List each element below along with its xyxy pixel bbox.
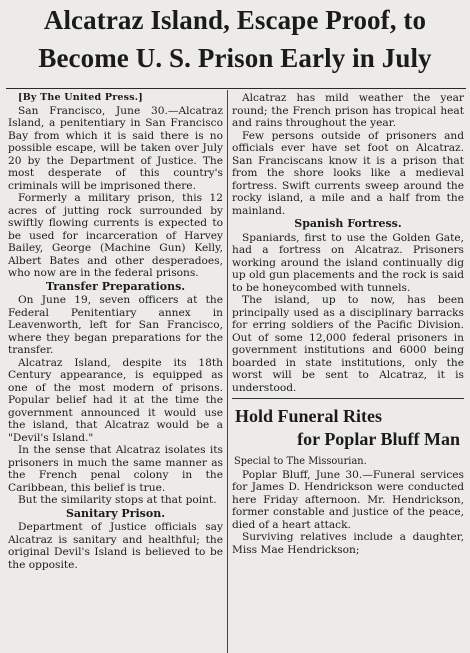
article-paragraph: On June 19, seven officers at the Federal Penitentiary annex in Leavenworth, left for San Francisco, where they began preparations for the transfer. — [8, 294, 223, 356]
subhead-transfer-preparations: Transfer Preparations. — [45, 279, 186, 293]
article-paragraph: Surviving relatives include a daughter, Miss Mae Hendrickson; — [232, 531, 464, 556]
article-paragraph: Few persons outside of prisoners and officials ever have set foot on Alcatraz. San Franciscans know it is a prison that from the shore looks like a medieval fortress. Swift currents sweep around the rocky island, a mile and a half from the mainland. — [232, 129, 464, 217]
article-paragraph: San Francisco, June 30.—Alcatraz Island, a penitentiary in San Francisco Bay from which it is said there is no possible escape, will be taken over July 20 by the Department of Justice. The most desperate of this country's criminals will be imprisoned there. — [8, 104, 223, 192]
article-paragraph: Spaniards, first to use the Golden Gate, had a fortress on Alcatraz. Prisoners working around the island continually dig up old gun placements and the rock is said to be honeycombed with tunnels. — [232, 231, 464, 294]
article-paragraph: In the sense that Alcatraz isolates its prisoners in much the same manner as the French penal colony in the Caribbean, this belief is true. — [8, 444, 223, 494]
left-column — [8, 92, 223, 571]
second-story-headline-line-2: for Poplar Bluff Man — [297, 429, 460, 449]
article-paragraph: Alcatraz has mild weather the year round; the French prison has tropical heat and rains throughout the year. — [232, 92, 464, 129]
right-column — [232, 92, 464, 556]
subhead-sanitary-prison: Sanitary Prison. — [65, 506, 166, 520]
wire-credit: [By The United Press.] — [18, 92, 143, 103]
column-divider — [227, 90, 228, 653]
article-paragraph: Department of Justice officials say Alcatraz is sanitary and healthful; the original Devil's Island is believed to be the opposite. — [8, 521, 223, 571]
headline-line-2: Become U. S. Prison Early in July — [38, 43, 432, 73]
second-story-headline-line-1: Hold Funeral Rites — [235, 406, 382, 426]
article-paragraph: Poplar Bluff, June 30.—Funeral services for James D. Hendrickson were conducted here Friday afternoon. Mr. Hendrickson, former constable and justice of the peace, died of a heart attack. — [232, 468, 464, 531]
headline-rule — [6, 88, 466, 89]
story-separator — [232, 398, 464, 399]
headline-line-1: Alcatraz Island, Escape Proof, to — [43, 5, 427, 35]
subhead-spanish-fortress: Spanish Fortress. — [294, 217, 402, 230]
article-paragraph: The island, up to now, has been principally used as a disciplinary barracks for erring soldiers of the Pacific Division. Out of some 12,000 federal prisoners in government institutions and 6000 being boarded in state institutions, only the worst will be sent to Alcatraz, it is understood. — [232, 294, 464, 394]
article-paragraph: Formerly a military prison, this 12 acres of jutting rock surrounded by swiftly flowing currents is expected to be used for incarceration of Harvey Bailey, George (Machine Gun) Kelly, Albert Bates and other desperadoes, who now are in the federal prisons. — [8, 192, 223, 279]
second-story-credit: Special to The Missourian. — [234, 456, 367, 467]
article-paragraph: But the similarity stops at that point. — [18, 494, 217, 506]
article-paragraph: Alcatraz Island, despite its 18th Century appearance, is equipped as one of the most modern of prisons. Popular belief had it at the time the government announced it would use the island, that Alcatraz would be a "Devil's Island." — [8, 356, 223, 444]
